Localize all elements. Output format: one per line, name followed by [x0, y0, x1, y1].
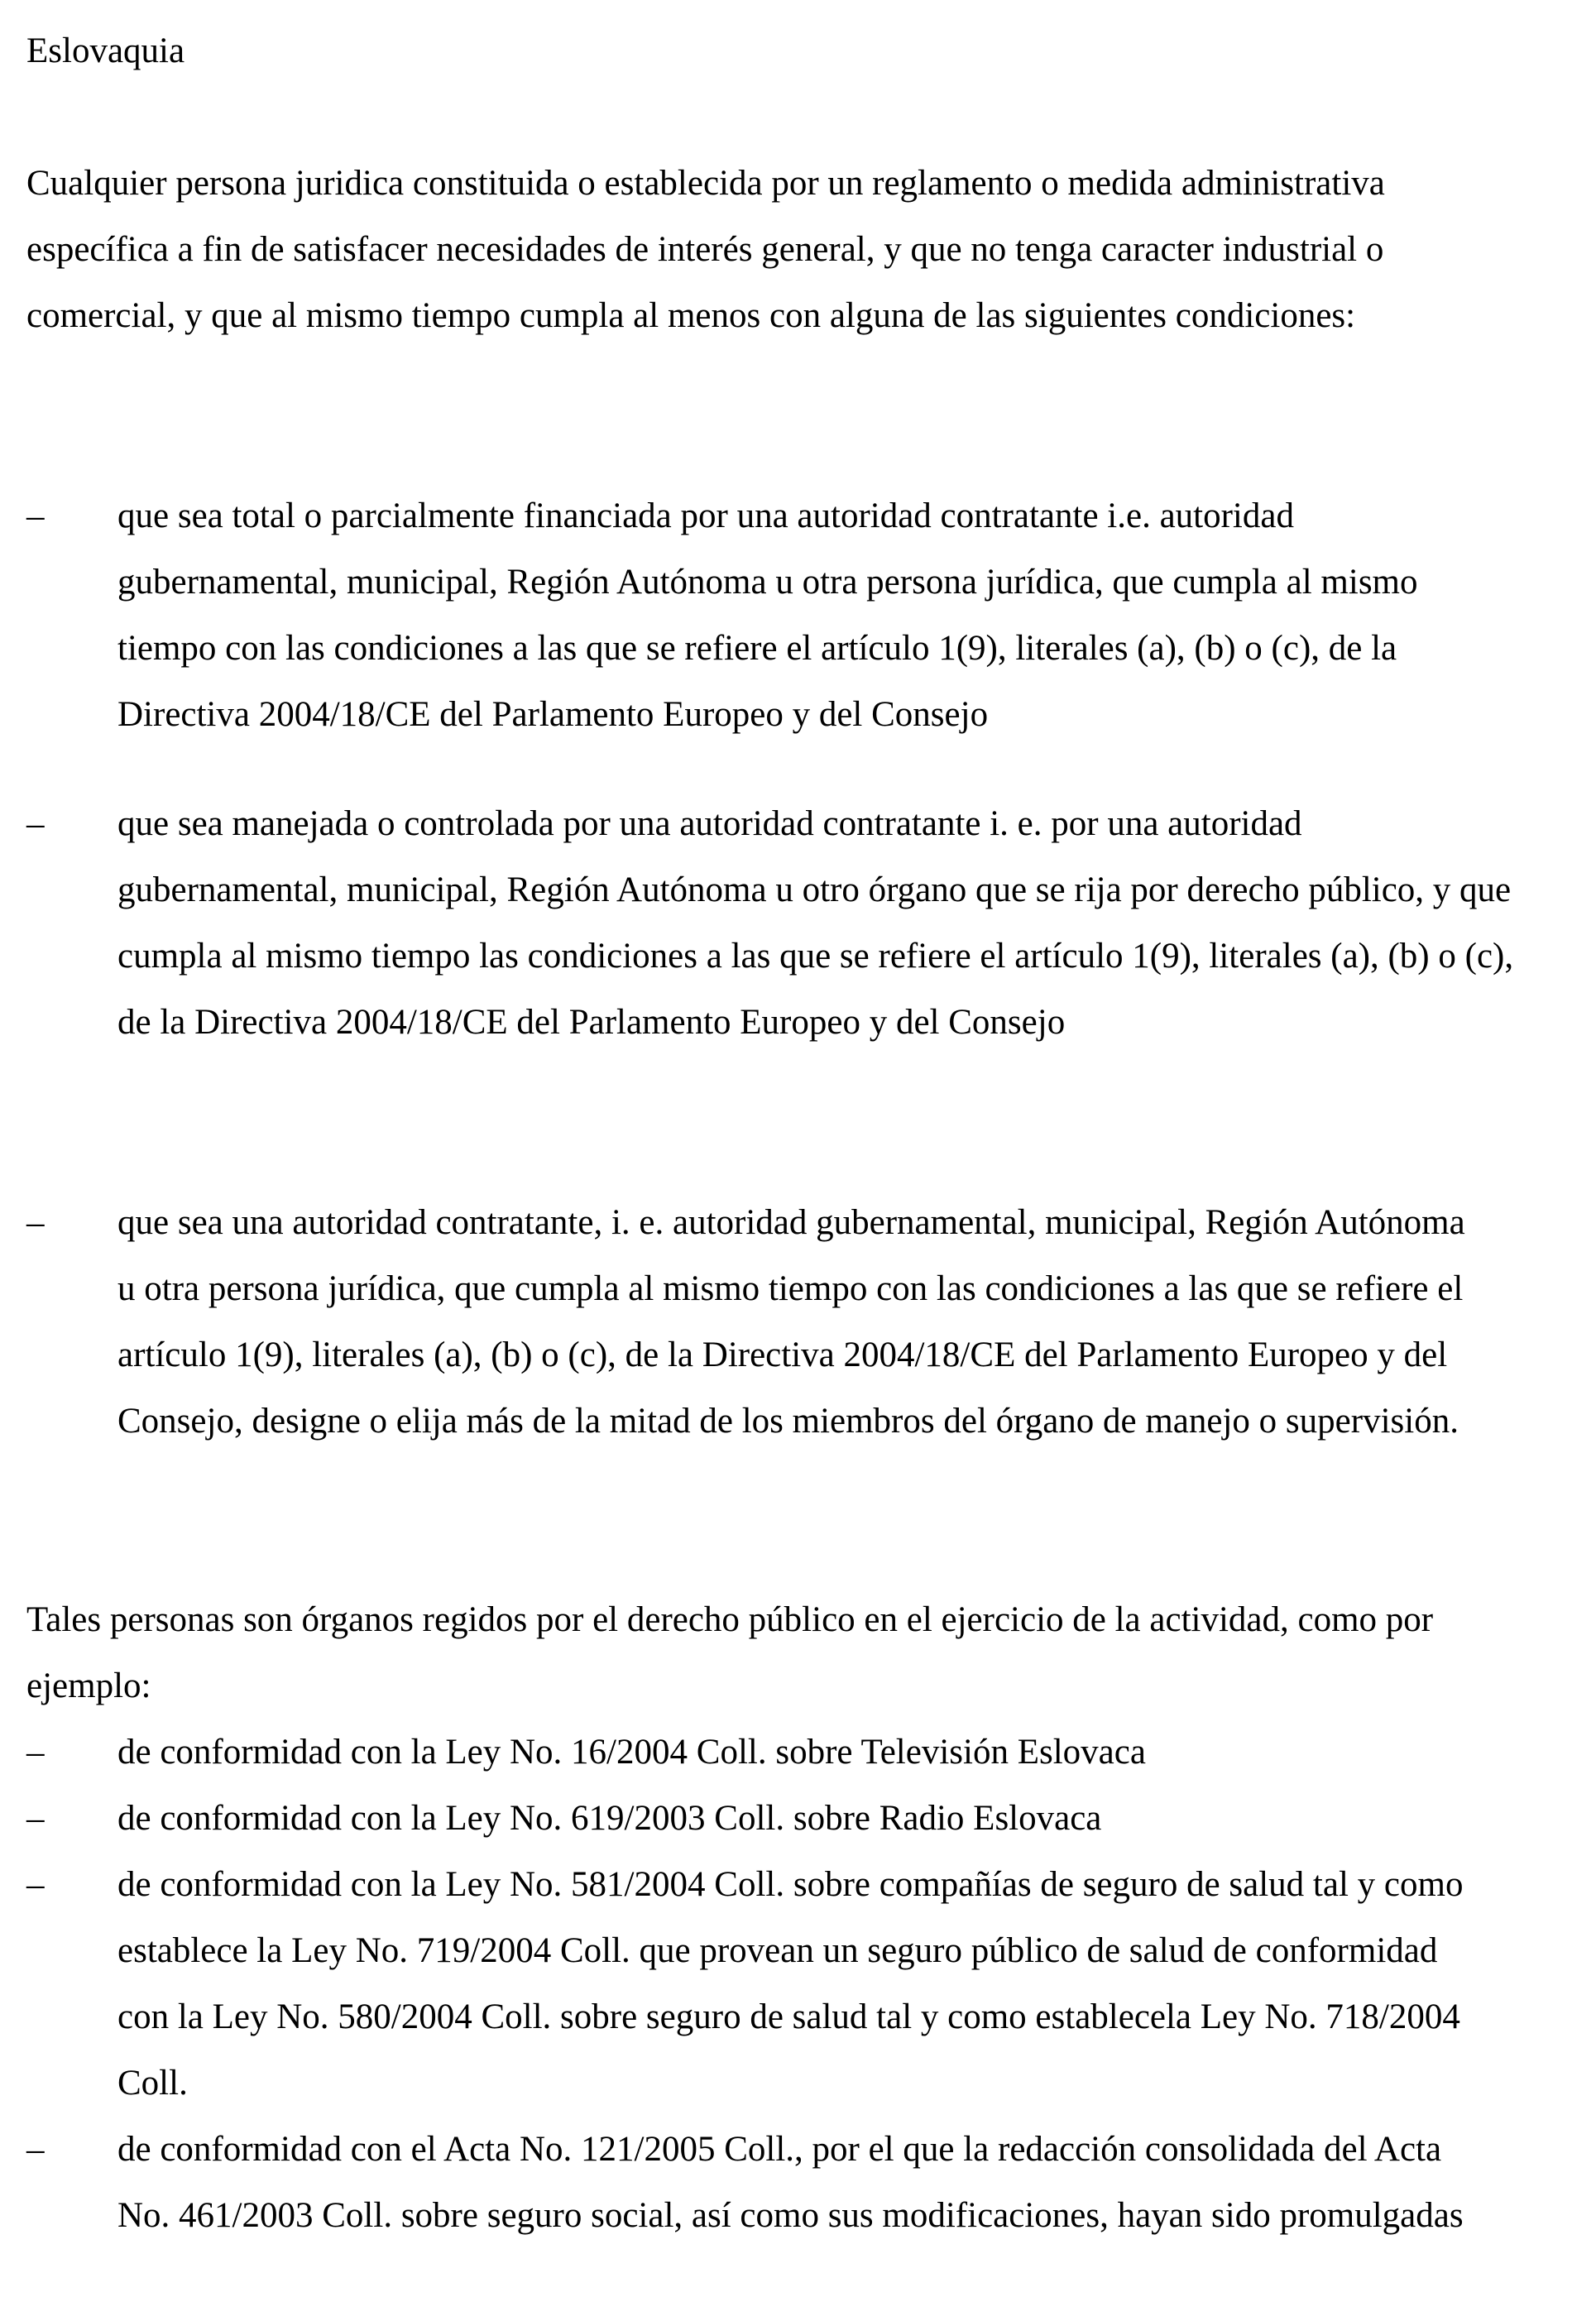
example-text: de conformidad con la Ley No. 619/2003 Coll. sobre Radio Eslovaca: [117, 1799, 1102, 1838]
condition-text: que sea manejada o controlada por una autoridad contratante i. e. por una autoridad gubernamental, municipal, Región Autónoma u otro órgano que se rija por derecho público, y que cumpla al mismo tiempo las condiciones a las que se refiere el artículo 1(9), literales (a), (b) o (c), de la Directiva 2004/18/CE del Parlamento Europeo y del Consejo: [117, 804, 1514, 1042]
dash-bullet: –: [26, 804, 45, 843]
intro-paragraph: Cualquier persona juridica constituida o establecida por un reglamento o medida administrativa específica a fin de satisfacer necesidades de interés general, y que no tenga caracter industrial o comercial, y que al mismo tiempo cumpla al menos con alguna de las siguientes condiciones:: [26, 164, 1385, 335]
example-text: de conformidad con la Ley No. 16/2004 Coll. sobre Televisión Eslovaca: [117, 1733, 1146, 1772]
examples-intro: Tales personas son órganos regidos por el derecho público en el ejercicio de la actividad, como por ejemplo:: [26, 1600, 1434, 1705]
dash-bullet: –: [26, 1733, 45, 1772]
dash-bullet: –: [26, 496, 45, 535]
document-heading: Eslovaquia: [26, 31, 185, 70]
dash-bullet: –: [26, 1203, 45, 1242]
condition-text: que sea una autoridad contratante, i. e. autoridad gubernamental, municipal, Región Autónoma u otra persona jurídica, que cumpla al mismo tiempo con las condiciones a las que se refiere el artículo 1(9), literales (a), (b) o (c), de la Directiva 2004/18/CE del Parlamento Europeo y del Consejo, designe o elija más de la mitad de los miembros del órgano de manejo o supervisión.: [117, 1203, 1465, 1441]
dash-bullet: –: [26, 1799, 45, 1838]
example-text: de conformidad con la Ley No. 581/2004 Coll. sobre compañías de seguro de salud tal y como establece la Ley No. 719/2004 Coll. que provean un seguro público de salud de conformidad con la Ley No. 580/2004 Coll. sobre seguro de salud tal y como establecela Ley No. 718/2004 Coll.: [117, 1865, 1464, 2103]
dash-bullet: –: [26, 1865, 45, 1904]
example-text: de conformidad con el Acta No. 121/2005 Coll., por el que la redacción consolidada del Acta No. 461/2003 Coll. sobre seguro social, así como sus modificaciones, hayan sido promulgadas: [117, 2130, 1464, 2235]
condition-text: que sea total o parcialmente financiada por una autoridad contratante i.e. autoridad gubernamental, municipal, Región Autónoma u otra persona jurídica, que cumpla al mismo tiempo con las condiciones a las que se refiere el artículo 1(9), literales (a), (b) o (c), de la Directiva 2004/18/CE del Parlamento Europeo y del Consejo: [117, 496, 1418, 734]
dash-bullet: –: [26, 2130, 45, 2169]
